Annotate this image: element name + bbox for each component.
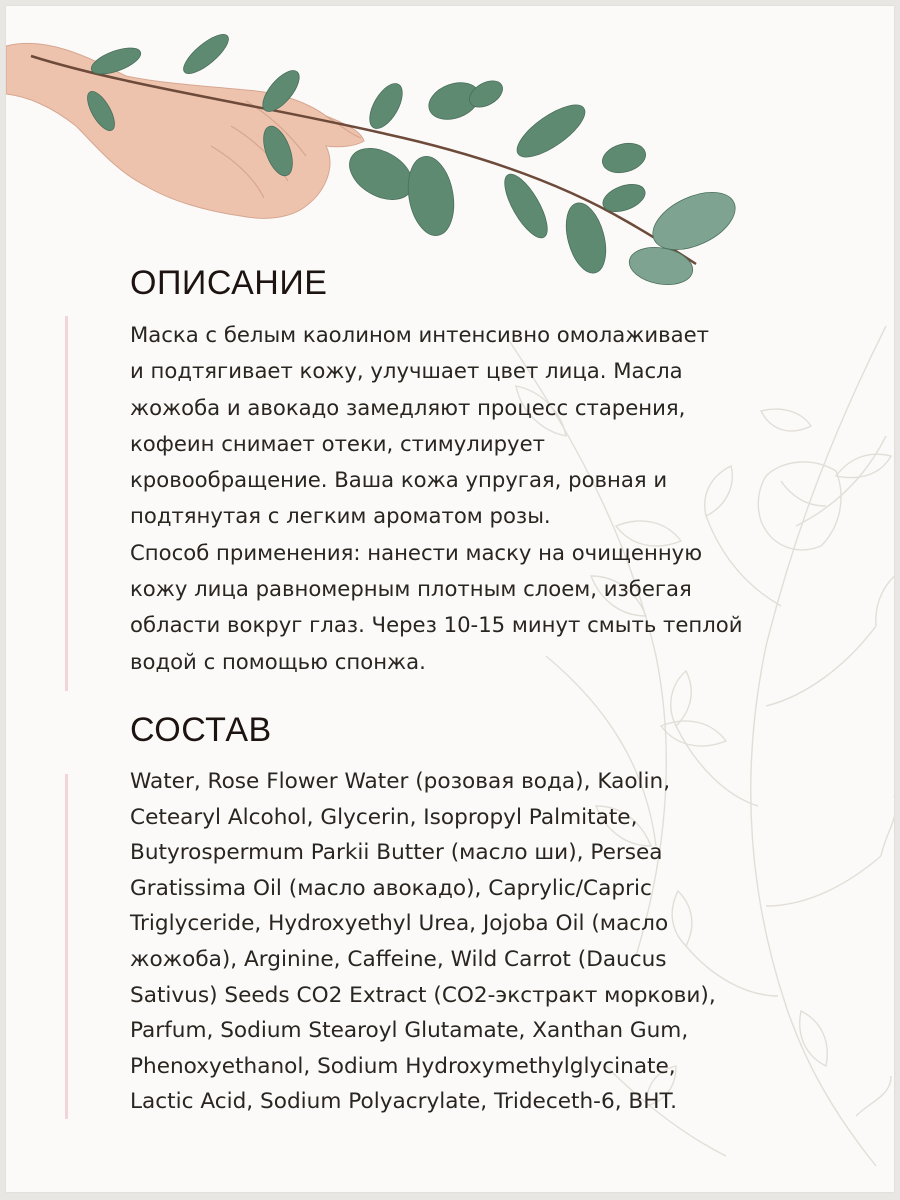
description-accent-bar [65, 316, 68, 691]
description-text: Маска с белым каолином интенсивно омолаживает и подтягивает кожу, улучшает цвет лица. Масла жожоба и авокадо замедляют процесс старения, кофеин снимает отеки, стимулирует кровообращение. Ваша кожа упругая, ровная и подтянутая с легким ароматом розы. Способ применения: нанести маску на очищенную кожу лица равномерным плотным слоем, избегая области вокруг глаз. Через 10-15 минут смыть теплой водой с помощью спонжа. [130, 322, 743, 674]
hand-with-eucalyptus-branch-icon [6, 6, 894, 306]
composition-text: Water, Rose Flower Water (розовая вода), Kaolin, Cetearyl Alcohol, Glycerin, Isopropyl Palmitate, Butyrospermum Parkii Butter (масло ши), Persea Gratissima Oil (масло авокадо), Caprylic/Capric Triglyceride, Hydroxyethyl Urea, Jojoba Oil (масло жожоба), Arginine, Caffeine, Wild Carrot (Daucus Sativus) Seeds CO2 Extract (CO2-экстракт моркови), Parfum, Sodium Stearoyl Glutamate, Xanthan Gum, Phenoxyethanol, Sodium Hydroxymethylglycinate, Lactic Acid, Sodium Polyacrylate, Trideceth-6, BHT. [130, 769, 716, 1115]
composition-accent-bar [65, 774, 68, 1119]
composition-heading: СОСТАВ [130, 711, 272, 749]
product-info-card [6, 6, 894, 1192]
description-heading: ОПИСАНИЕ [130, 264, 328, 302]
